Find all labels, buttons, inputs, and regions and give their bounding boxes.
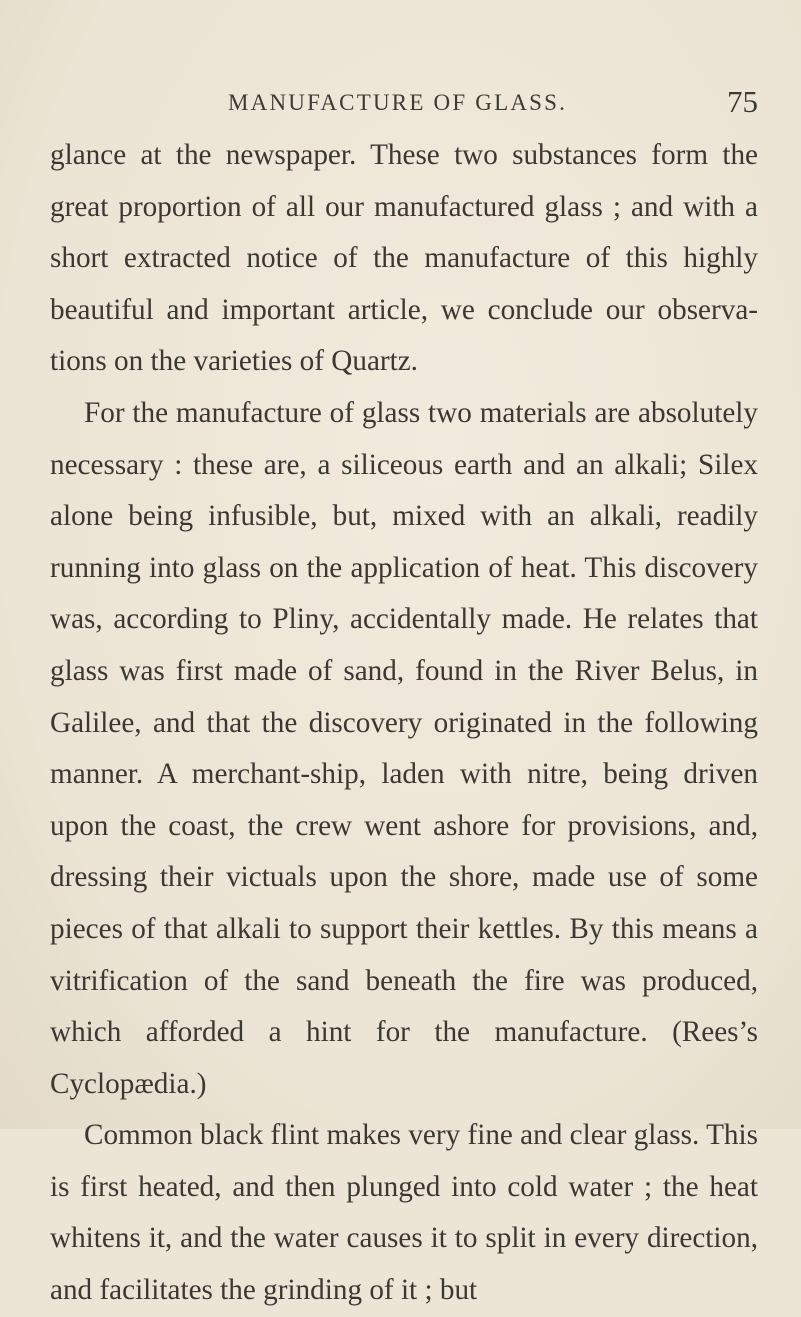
paragraph: glance at the newspaper. These two substances form the great proportion of all our manufactured glass ; and with a short extracted notice of the manufacture of this highly beautiful and important article, we conclude our observa-tions on the varieties of Quartz. (50, 139, 758, 378)
body-text (50, 130, 758, 1317)
paragraph: For the manufacture of glass two materials are absolutely necessary : these are, a siliceous earth and an alkali; Silex alone being infusible, but, mixed with an alkali, readily running into glass on the application of heat. This discovery was, according to Pliny, accidentally made. He relates that glass was first made of sand, found in the River Belus, in Galilee, and that the discovery originated in the following manner. A merchant-ship, laden with nitre, being driven upon the coast, the crew went ashore for provisions, and, dressing their victuals upon the shore, made use of some pieces of that alkali to support their kettles. By this means a vitrification of the sand beneath the fire was produced, which afforded a hint for the manufacture. (Rees’s Cyclopædia.) (50, 396, 758, 1100)
running-title: MANUFACTURE OF GLASS. (228, 90, 568, 115)
paragraph: Common black flint makes very fine and clear glass. This is first heated, and then plunged into cold water ; the heat whitens it, and the water causes it to split in every direction, and facilitates the grinding of it ; but (50, 1119, 758, 1307)
page-number: 75 (727, 84, 758, 119)
running-head (228, 84, 758, 124)
